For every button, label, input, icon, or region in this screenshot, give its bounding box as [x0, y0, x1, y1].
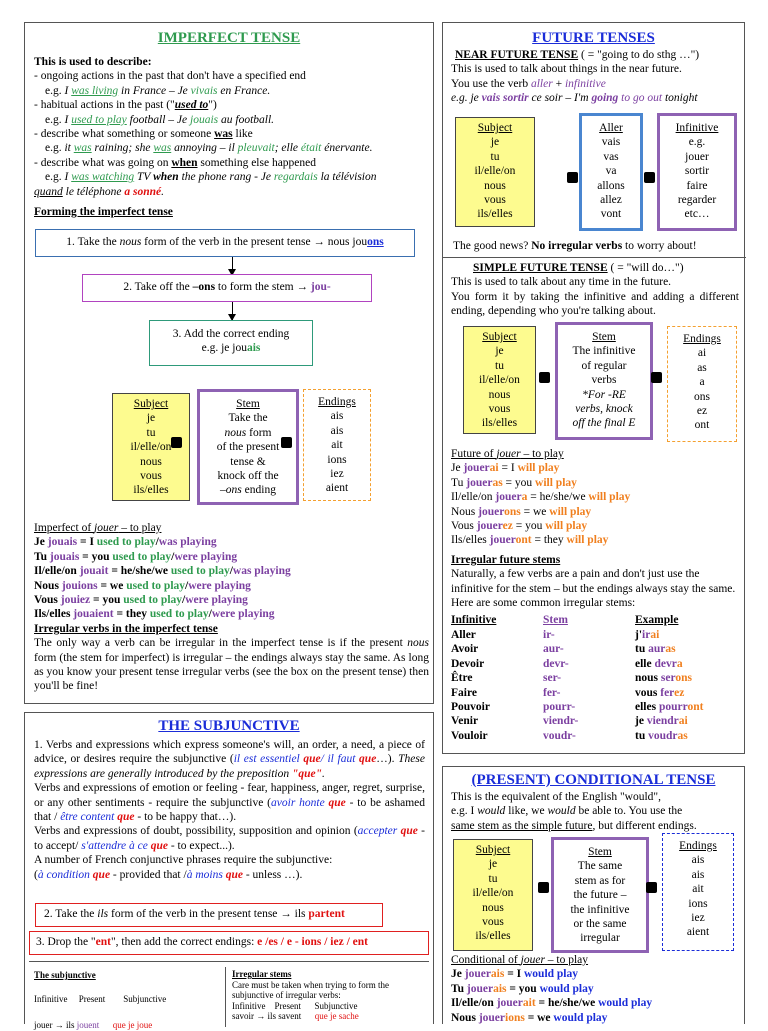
subjunctive-irr-text: Care must be taken when trying to form the subjunctive of irregular verbs:	[232, 979, 389, 1000]
imperfect-conj-row: Je jouais = I used to play/was playing	[34, 536, 217, 549]
irregular-future-text: Naturally, a few verbs are a pain and don't just use the infinitive for the stem – but the endings always stay the same. Here are some common irregular stems:	[451, 568, 736, 610]
future-panel	[442, 22, 745, 754]
subjunctive-step-3: 3. Drop the "ent", then add the correct endings: e /es / e - ions / iez / ent	[29, 931, 429, 955]
simple-future-heading: SIMPLE FUTURE TENSE ( = "will do…")	[473, 262, 684, 274]
near-aller-box: Aller vais vas va allons allez vont	[579, 113, 643, 231]
conditional-panel	[442, 766, 745, 1024]
near-future-heading: NEAR FUTURE TENSE ( = "going to do sthg …")	[455, 49, 700, 61]
imperfect-use-2: - habitual actions in the past ("used to")	[34, 99, 217, 112]
imperfect-step-1: 1. Take the nous form of the verb in the present tense → nous jouons	[35, 229, 415, 257]
subjunctive-irr-heading: Irregular stems	[232, 969, 292, 979]
conditional-line-1: This is the equivalent of the English "would",	[451, 791, 661, 803]
subjunctive-panel	[24, 712, 434, 1030]
subjunctive-small-heading: The subjunctive	[34, 970, 96, 980]
imperfect-use-3: - describe what something or someone was like	[34, 128, 253, 141]
imperfect-conjugation	[34, 535, 429, 621]
imperfect-conj-row: Ils/elles jouaient = they used to play/were playing	[34, 608, 275, 621]
simple-endings-box: Endings ai as a ons ez ont	[667, 326, 737, 442]
conditional-title: (PRESENT) CONDITIONAL TENSE	[471, 772, 716, 788]
irregular-stem-row: Devoir devr- elle devra	[451, 657, 683, 670]
imperfect-conj-row: Il/elle/on jouait = he/she/we used to play/was playing	[34, 565, 291, 578]
irregular-stem-row: Avoir aur- tu auras	[451, 643, 676, 656]
conditional-conj-row: Tu jouerais = you would play	[451, 982, 594, 995]
subjunctive-small-row: jouer → ils jouent que je joue	[34, 1020, 153, 1030]
irregular-stems-table: Infinitive Stem Example Aller ir- j'irai Avoir aur- tu auras Devoir devr- elle devra Être ser- nous serons Faire fer- vous ferez Pouvoir pourr- elles pourront Venir viendr- je viendrai Vouloir voudr- tu voudras	[451, 613, 707, 743]
good-news: The good news? No irregular verbs to worry about!	[453, 240, 697, 252]
imperfect-example-3: e.g. it was raining; she was annoying – il pleuvait; elle était énervante.	[45, 142, 373, 155]
near-future-line-2: You use the verb aller + infinitive	[451, 77, 606, 90]
irregular-stem-row: Venir viendr- je viendrai	[451, 715, 688, 728]
conditional-conj-heading: Conditional of jouer – to play	[451, 954, 589, 966]
subjunctive-p2: Verbs and expressions of emotion or feeling - fear, happiness, anger, regret, surprise, or any other sentiments - require the subjunctive (avoir honte que - to be ashamed that / être content que - to be happy that…).	[34, 782, 426, 824]
imperfect-panel: IMPERFECT TENSE This is used to describe: - ongoing actions in the past that don't have a specified end e.g. I was living in France – Je vivais en France. - habitual actions in the past ("used to") e.g. I used to play football – Je jouais au football. - describe what something or someone was like e.g. it was raining; she was annoying – il pleuvait; elle était énervante. - describe what was going on when something else happened e.g. I was watching TV when the phone rang - Je regardais la télévision quand le téléphone a sonné. Forming the imperfect tense 1. Take the nous form of the verb in the present tense → nous jouons 2. Take off the –ons to form the stem → jou- 3. Add the correct ending e.g. je jouais Subject je tu il/elle/on nous vous ils/elles Stem Take the nous form of the present tense & knock off the –ons ending Endings ais ais ait ions iez aient Imperfect of jouer – to play Je jouais = I used to play/was playing Tu jouais = you used to play/were playing Il/elle/on jouait = he/she/we used to play/was playing Nous jouions = we used to play/were playing Vous jouiez = you used to play/were playing Ils/elles jouaient = they used to play/were playing Irregular verbs in the imperfect tense The only way a verb can be irregular in the imperfect tense is if the present nous form (the stem for imperfect) is irregular – the endings always stay the same. As long as you know your present tense irregular verbs (see the box on the present tense) then you'll be fine!	[24, 22, 434, 704]
imperfect-irregular-heading: Irregular verbs in the imperfect tense	[34, 622, 218, 635]
conditional-conjugation	[451, 967, 741, 1025]
imperfect-intro: This is used to describe:	[34, 56, 152, 68]
conditional-line-3: same stem as the simple future, but different endings.	[451, 819, 697, 832]
future-conj-row: Il/elle/on jouera = he/she/we will play	[451, 491, 631, 504]
irregular-stem-row: Vouloir voudr- tu voudras	[451, 729, 688, 742]
near-infinitive-box: Infinitive e.g. jouer sortir faire regarder etc…	[657, 113, 737, 231]
simple-stem-box: Stem The infinitive of regular verbs *For -RE verbs, knock off the final E	[555, 322, 653, 440]
irregular-stem-row: Être ser- nous serons	[451, 672, 693, 685]
future-conj-row: Tu joueras = you will play	[451, 476, 577, 489]
near-future-example: e.g. je vais sortir ce soir – I'm going to go out tonight	[451, 92, 698, 105]
imperfect-title: IMPERFECT TENSE	[157, 30, 301, 46]
irregular-future-heading: Irregular future stems	[451, 553, 561, 566]
conditional-conj-row: Je jouerais = I would play	[451, 968, 579, 981]
subjunctive-title: THE SUBJUNCTIVE	[158, 718, 300, 734]
subjunctive-small-cols: Infinitive Present Subjunctive	[34, 994, 167, 1004]
imperfect-conj-row: Nous jouions = we used to play/were playing	[34, 579, 251, 592]
simple-subject-box: Subject je tu il/elle/on nous vous ils/elles	[463, 326, 536, 434]
imperfect-endings-box: Endings ais ais ait ions iez aient	[303, 389, 371, 501]
subjunctive-p1: 1. Verbs and expressions which express someone's will, an order, a need, a piece of advice, or desires require the subjunctive (il est essentiel que/ il faut que…). These expressions are generally introduced by the preposition "que".	[34, 739, 425, 780]
conditional-conj-row: Il/elle/on jouerait = he/she/we would play	[451, 997, 653, 1010]
simple-future-line-1: This is used to talk about any time in the future.	[451, 276, 672, 289]
subjunctive-irr-row: savoir → ils savent que je sache	[232, 1011, 359, 1021]
irregular-stem-row: Pouvoir pourr- elles pourront	[451, 700, 704, 713]
imperfect-subject-box: Subject je tu il/elle/on nous vous ils/elles	[112, 393, 190, 501]
imperfect-use-4: - describe what was going on when something else happened	[34, 156, 317, 169]
subjunctive-step-2: 2. Take the ils form of the verb in the present tense → ils partent	[35, 903, 383, 927]
conditional-subject-box: Subject je tu il/elle/on nous vous ils/elles	[453, 839, 533, 951]
irregular-stem-row: Aller ir- j'irai	[451, 628, 660, 641]
future-conj-row: Ils/elles joueront = they will play	[451, 534, 609, 547]
imperfect-conj-row: Vous jouiez = you used to play/were playing	[34, 594, 248, 607]
subjunctive-p4: A number of French conjunctive phrases require the subjunctive: (à condition que - provided that /à moins que - unless …).	[34, 854, 333, 881]
future-conj-row: Je jouerai = I will play	[451, 462, 560, 475]
imperfect-step-2: 2. Take off the –ons to form the stem → jou-	[82, 274, 372, 302]
subjunctive-p3: Verbs and expressions of doubt, possibility, supposition and opinion (accepter que - to accept/ s'attendre à ce que - to expect...).	[34, 825, 425, 852]
conditional-endings-box: Endings ais ais ait ions iez aient	[662, 833, 734, 951]
conditional-conj-row: Nous jouerions = we would play	[451, 1011, 608, 1024]
imperfect-example-1: e.g. I was living in France – Je vivais en France.	[45, 84, 271, 97]
future-conjugation	[451, 461, 741, 547]
conditional-stem-box: Stem The same stem as for the future – the infinitive or the same irregular	[551, 837, 649, 953]
imperfect-irregular-text: The only way a verb can be irregular in the imperfect tense is if the present nous form (the stem for imperfect) is irregular – the endings always stay the same. As long as you know your present tense irregular verbs (see the box on the present tense) then you'll be fine!	[34, 637, 429, 693]
imperfect-stem-box: Stem Take the nous form of the present tense & knock off the –ons ending	[197, 389, 299, 505]
future-conj-row: Nous jouerons = we will play	[451, 505, 592, 518]
imperfect-example-2: e.g. I used to play football – Je jouais au football.	[45, 113, 275, 126]
imperfect-conj-heading: Imperfect of jouer – to play	[34, 522, 162, 534]
near-future-line-1: This is used to talk about things in the near future.	[451, 63, 682, 76]
imperfect-example-4: e.g. I was watching TV when the phone rang - Je regardais la télévision	[45, 171, 377, 184]
future-title: FUTURE TENSES	[532, 30, 655, 46]
simple-future-line-2: You form it by taking the infinitive and adding a different ending, depending who you're talking about.	[451, 290, 739, 318]
forming-heading: Forming the imperfect tense	[34, 206, 173, 219]
conditional-line-2: e.g. I would like, we would be able to. You use the	[451, 805, 683, 818]
imperfect-conj-row: Tu jouais = you used to play/were playing	[34, 550, 238, 563]
future-conj-row: Vous jouerez = you will play	[451, 520, 588, 533]
future-conj-heading: Future of jouer – to play	[451, 448, 564, 460]
irregular-stem-row: Faire fer- vous ferez	[451, 686, 685, 699]
subjunctive-irr-cols: Infinitive Present Subjunctive	[232, 1000, 358, 1011]
near-subject-box: Subject je tu il/elle/on nous vous ils/elles	[455, 117, 535, 227]
imperfect-use-1: - ongoing actions in the past that don't have a specified end	[34, 70, 306, 83]
imperfect-step-3: 3. Add the correct ending e.g. je jouais	[149, 320, 313, 366]
